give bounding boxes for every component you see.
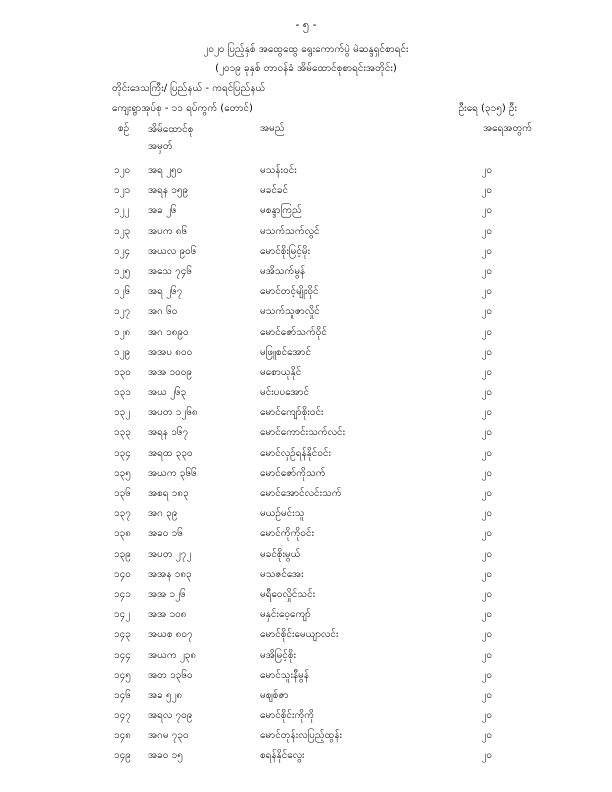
- row-number: ၁၄၈: [114, 730, 131, 742]
- row-name: မသက်သက်လွင်: [260, 225, 320, 237]
- table-row: [0, 284, 612, 304]
- table-row: [0, 365, 612, 385]
- row-house-number: အယက ၂၃၈: [148, 649, 197, 661]
- row-number: ၁၄၉: [114, 750, 131, 762]
- header-count: အရေအတွက်: [482, 123, 532, 134]
- table-row: [0, 345, 612, 365]
- row-number: ၁၃၂: [114, 407, 131, 419]
- row-name: မင်းပပအောင်: [260, 387, 310, 399]
- row-name: မနှင်းဝေ့ကျော်: [260, 609, 311, 621]
- row-count: ၂၀: [481, 326, 492, 338]
- row-name: မရီဝေလှိုင်သင်း: [260, 588, 316, 600]
- row-count: ၂၀: [481, 165, 492, 176]
- row-house-number: အအ ၁၂၆: [148, 588, 186, 600]
- document-title: ၂၀၂၀ ပြည့်နှစ် အထွေထွေ ရွေးကောက်ပွဲ မဲဆန္ဒရှင်စာရင်း: [203, 44, 409, 55]
- row-name: မသဇင်အေး: [260, 568, 304, 580]
- row-count: ၂၀: [481, 710, 492, 722]
- table-row: [0, 163, 612, 183]
- row-house-number: အပက ၈၆: [148, 225, 188, 237]
- row-name: စရန်နိုင်လွေး: [260, 750, 305, 762]
- row-number: ၁၃၀: [114, 366, 131, 378]
- ward-label: ကျေးရွာအုပ်စု - ၁၁ ရပ်ကွက် (တောင်): [112, 103, 253, 114]
- table-row: [0, 567, 612, 587]
- row-number: ၁၃၅: [114, 467, 131, 479]
- row-count: ၂၀: [481, 306, 492, 318]
- row-count: ၂၀: [481, 286, 492, 298]
- row-name: မောင်အောင်လင်းသက်: [260, 488, 342, 499]
- row-house-number: အဂ ၁၈၉၀: [148, 326, 189, 338]
- row-number: ၁၂၀: [114, 165, 131, 176]
- row-name: မောင်လှဥ်ရန်နိုင်ဝင်း: [260, 447, 332, 459]
- header-house: [148, 121, 258, 155]
- row-house-number: အအန ၁၈၃: [148, 568, 192, 580]
- row-count: ၂၀: [481, 730, 492, 742]
- row-name: မယဉ်မင်းသူ: [260, 508, 305, 520]
- table-row: [0, 506, 612, 526]
- table-row: [0, 728, 612, 748]
- row-name: မောင်သူးနီမွန်: [260, 669, 310, 681]
- row-house-number: အအပ ၈၀၀: [148, 346, 193, 358]
- row-name: မောင်ကိုကိုဝင်း: [260, 528, 315, 540]
- row-name: မအိသက်မွန်: [260, 265, 306, 277]
- row-number: ၁၂၉: [114, 346, 131, 358]
- row-count: ၂၀: [481, 609, 492, 621]
- table-row: [0, 244, 612, 264]
- row-name: မောင်စိုင်းကိုကို: [260, 710, 315, 722]
- table-row: [0, 526, 612, 546]
- row-house-number: အရ ၂၆၇: [148, 286, 183, 298]
- row-count: ၂၀: [481, 669, 492, 681]
- row-number: ၁၄၆: [114, 689, 131, 701]
- table-row: [0, 627, 612, 647]
- row-number: ၁၂၇: [114, 306, 131, 318]
- row-name: မသက်သူဇာလှိုင်: [260, 306, 320, 318]
- table-row: [0, 688, 612, 708]
- row-name: မောင်စိုင်းမေယျာလင်း: [260, 629, 339, 641]
- header-house-line2: အမှတ်: [148, 141, 173, 152]
- row-number: ၁၄၁: [114, 588, 131, 600]
- row-house-number: အခ ၅၂၈: [148, 689, 183, 701]
- header-no: စဉ်: [118, 123, 130, 134]
- row-number: ၁၃၄: [114, 447, 131, 459]
- row-count: ၂၀: [481, 346, 492, 358]
- table-row: [0, 446, 612, 466]
- header-house-line1: အိမ်ထောင်စု: [148, 124, 194, 135]
- row-house-number: အယလ ၉၀၆: [148, 245, 197, 257]
- row-house-number: အတ ၁၃၆၀: [148, 669, 193, 681]
- table-row: [0, 183, 612, 203]
- table-row: [0, 203, 612, 223]
- table-row: [0, 648, 612, 668]
- row-count: ၂၀: [481, 225, 492, 237]
- row-count: ၂၀: [481, 447, 492, 459]
- row-name: မောင်ကောင်းသက်လင်း: [260, 427, 346, 439]
- region-label: တိုင်းဒေသကြီး/ ပြည်နယ် - ကရင်ပြည်နယ်: [112, 83, 266, 94]
- table-row: [0, 466, 612, 486]
- row-house-number: အဂ ၆၀: [148, 306, 178, 318]
- row-count: ၂၀: [481, 750, 492, 762]
- row-name: မခင်ခင်: [260, 185, 289, 197]
- row-number: ၁၃၇: [114, 508, 131, 520]
- row-house-number: အယက ၃၆၆: [148, 467, 197, 479]
- row-count: ၂၀: [481, 427, 492, 439]
- row-number: ၁၄၀: [114, 568, 131, 580]
- row-count: ၂၀: [481, 488, 492, 499]
- table-row: [0, 425, 612, 445]
- row-name: မခင်စိုးမွယ်: [260, 548, 301, 560]
- row-count: ၂၀: [481, 629, 492, 641]
- row-house-number: အဂ ၃၉: [148, 508, 178, 520]
- row-count: ၂၀: [481, 205, 492, 217]
- table-header: [0, 121, 612, 155]
- table-row: [0, 486, 612, 506]
- row-count: ၂၀: [481, 588, 492, 600]
- row-number: ၁၃၆: [114, 488, 131, 499]
- table-row: [0, 224, 612, 244]
- row-count: ၂၀: [481, 467, 492, 479]
- row-count: ၂၀: [481, 265, 492, 277]
- header-name: အမည်: [260, 123, 285, 134]
- row-name: မောင်ကျော်စိုးဝင်း: [260, 407, 324, 419]
- table-row: [0, 385, 612, 405]
- row-count: ၂၀: [481, 387, 492, 399]
- row-house-number: အအ ၁၀၈: [148, 609, 187, 621]
- table-row: [0, 607, 612, 627]
- row-number: ၁၃၁: [114, 387, 131, 399]
- row-house-number: အခ၀ ၁၅: [148, 750, 183, 762]
- row-number: ၁၃၈: [114, 528, 131, 540]
- row-house-number: အစရ ၁၈၃: [148, 488, 189, 499]
- table-row: [0, 587, 612, 607]
- row-count: ၂၀: [481, 548, 492, 560]
- row-house-number: အအ ၁၀၀၉: [148, 366, 193, 378]
- table-row: [0, 547, 612, 567]
- row-name: မဈစ်ဇာ: [260, 689, 289, 701]
- row-count: ၂၀: [481, 185, 492, 197]
- row-name: မစန္ဒာကြည်: [260, 205, 302, 217]
- row-name: မောင်စိုးမြင့်မိုး: [260, 245, 311, 257]
- row-number: ၁၃၉: [114, 548, 131, 560]
- table-row: [0, 708, 612, 728]
- row-number: ၁၂၅: [114, 265, 131, 277]
- row-house-number: အရထ ၃၃၀: [148, 447, 193, 459]
- table-row: [0, 264, 612, 284]
- page-number: - ၅ -: [295, 18, 317, 31]
- row-house-number: အယ ၂၆၃: [148, 387, 187, 399]
- row-house-number: အခ ၂၆: [148, 205, 177, 217]
- document-subtitle: (၂၀၁၉ ခုနှစ် တာဝန်ခံ အိမ်ထောင်စုစာရင်းအတိုင်း): [215, 63, 397, 74]
- row-house-number: အရန ၁၅၉: [148, 185, 189, 197]
- row-name: မဖြူစင်အောင်: [260, 346, 312, 358]
- table-row: [0, 668, 612, 688]
- row-name: မစောယုနိုင်: [260, 366, 302, 378]
- row-house-number: အပတ ၁၂၆၈: [148, 407, 198, 419]
- row-name: မောင်တုန်းလပြည့်ထွန်း: [260, 730, 343, 742]
- row-count: ၂၀: [481, 366, 492, 378]
- row-number: ၁၂၆: [114, 286, 131, 298]
- row-count: ၂၀: [481, 568, 492, 580]
- row-count: ၂၀: [481, 407, 492, 419]
- row-number: ၁၂၁: [114, 185, 131, 197]
- row-count: ၂၀: [481, 508, 492, 520]
- row-number: ၁၄၃: [114, 629, 131, 641]
- row-house-number: အပတ ၂၇၂: [148, 548, 192, 560]
- row-house-number: အရလ ၇၀၉: [148, 710, 193, 722]
- row-number: ၁၂၄: [114, 245, 131, 257]
- row-house-number: အသေ ၇၄၆: [148, 265, 192, 277]
- row-name: မအိမြင့်စိုး: [260, 649, 296, 661]
- table-row: [0, 304, 612, 324]
- row-name: မောင်တင့်မျိုးဝိုင်: [260, 286, 319, 298]
- row-count: ၂၀: [481, 649, 492, 661]
- row-name: မောင်ဇော်သက်ဝိုင်: [260, 326, 327, 338]
- row-number: ၁၄၄: [114, 649, 131, 661]
- row-count: ၂၀: [481, 689, 492, 701]
- table-row: [0, 325, 612, 345]
- row-number: ၁၂၂: [114, 205, 130, 217]
- row-number: ၁၄၂: [114, 609, 131, 621]
- table-body: [0, 163, 612, 769]
- row-number: ၁၃၃: [114, 427, 131, 439]
- row-number: ၁၄၅: [114, 669, 131, 681]
- population-count: ဦးရေ (၃၁၅) ဦး: [458, 103, 517, 114]
- row-number: ၁၂၈: [114, 326, 131, 338]
- row-name: မသန်းဝင်း: [260, 165, 297, 176]
- row-number: ၁၄၇: [114, 710, 131, 722]
- row-house-number: အခ၀ ၁၆: [148, 528, 183, 540]
- row-number: ၁၂၃: [114, 225, 131, 237]
- row-house-number: အဂမ ၇၃၀: [148, 730, 189, 742]
- table-row: [0, 405, 612, 425]
- row-house-number: အရ ၂၅၀: [148, 165, 183, 176]
- row-name: မောင်ဇော်ကိုသက်: [260, 467, 326, 479]
- row-count: ၂၀: [481, 245, 492, 257]
- row-house-number: အရန ၁၆၇: [148, 427, 189, 439]
- row-count: ၂၀: [481, 528, 492, 540]
- table-row: [0, 748, 612, 768]
- row-house-number: အယစ ၈၀၇: [148, 629, 193, 641]
